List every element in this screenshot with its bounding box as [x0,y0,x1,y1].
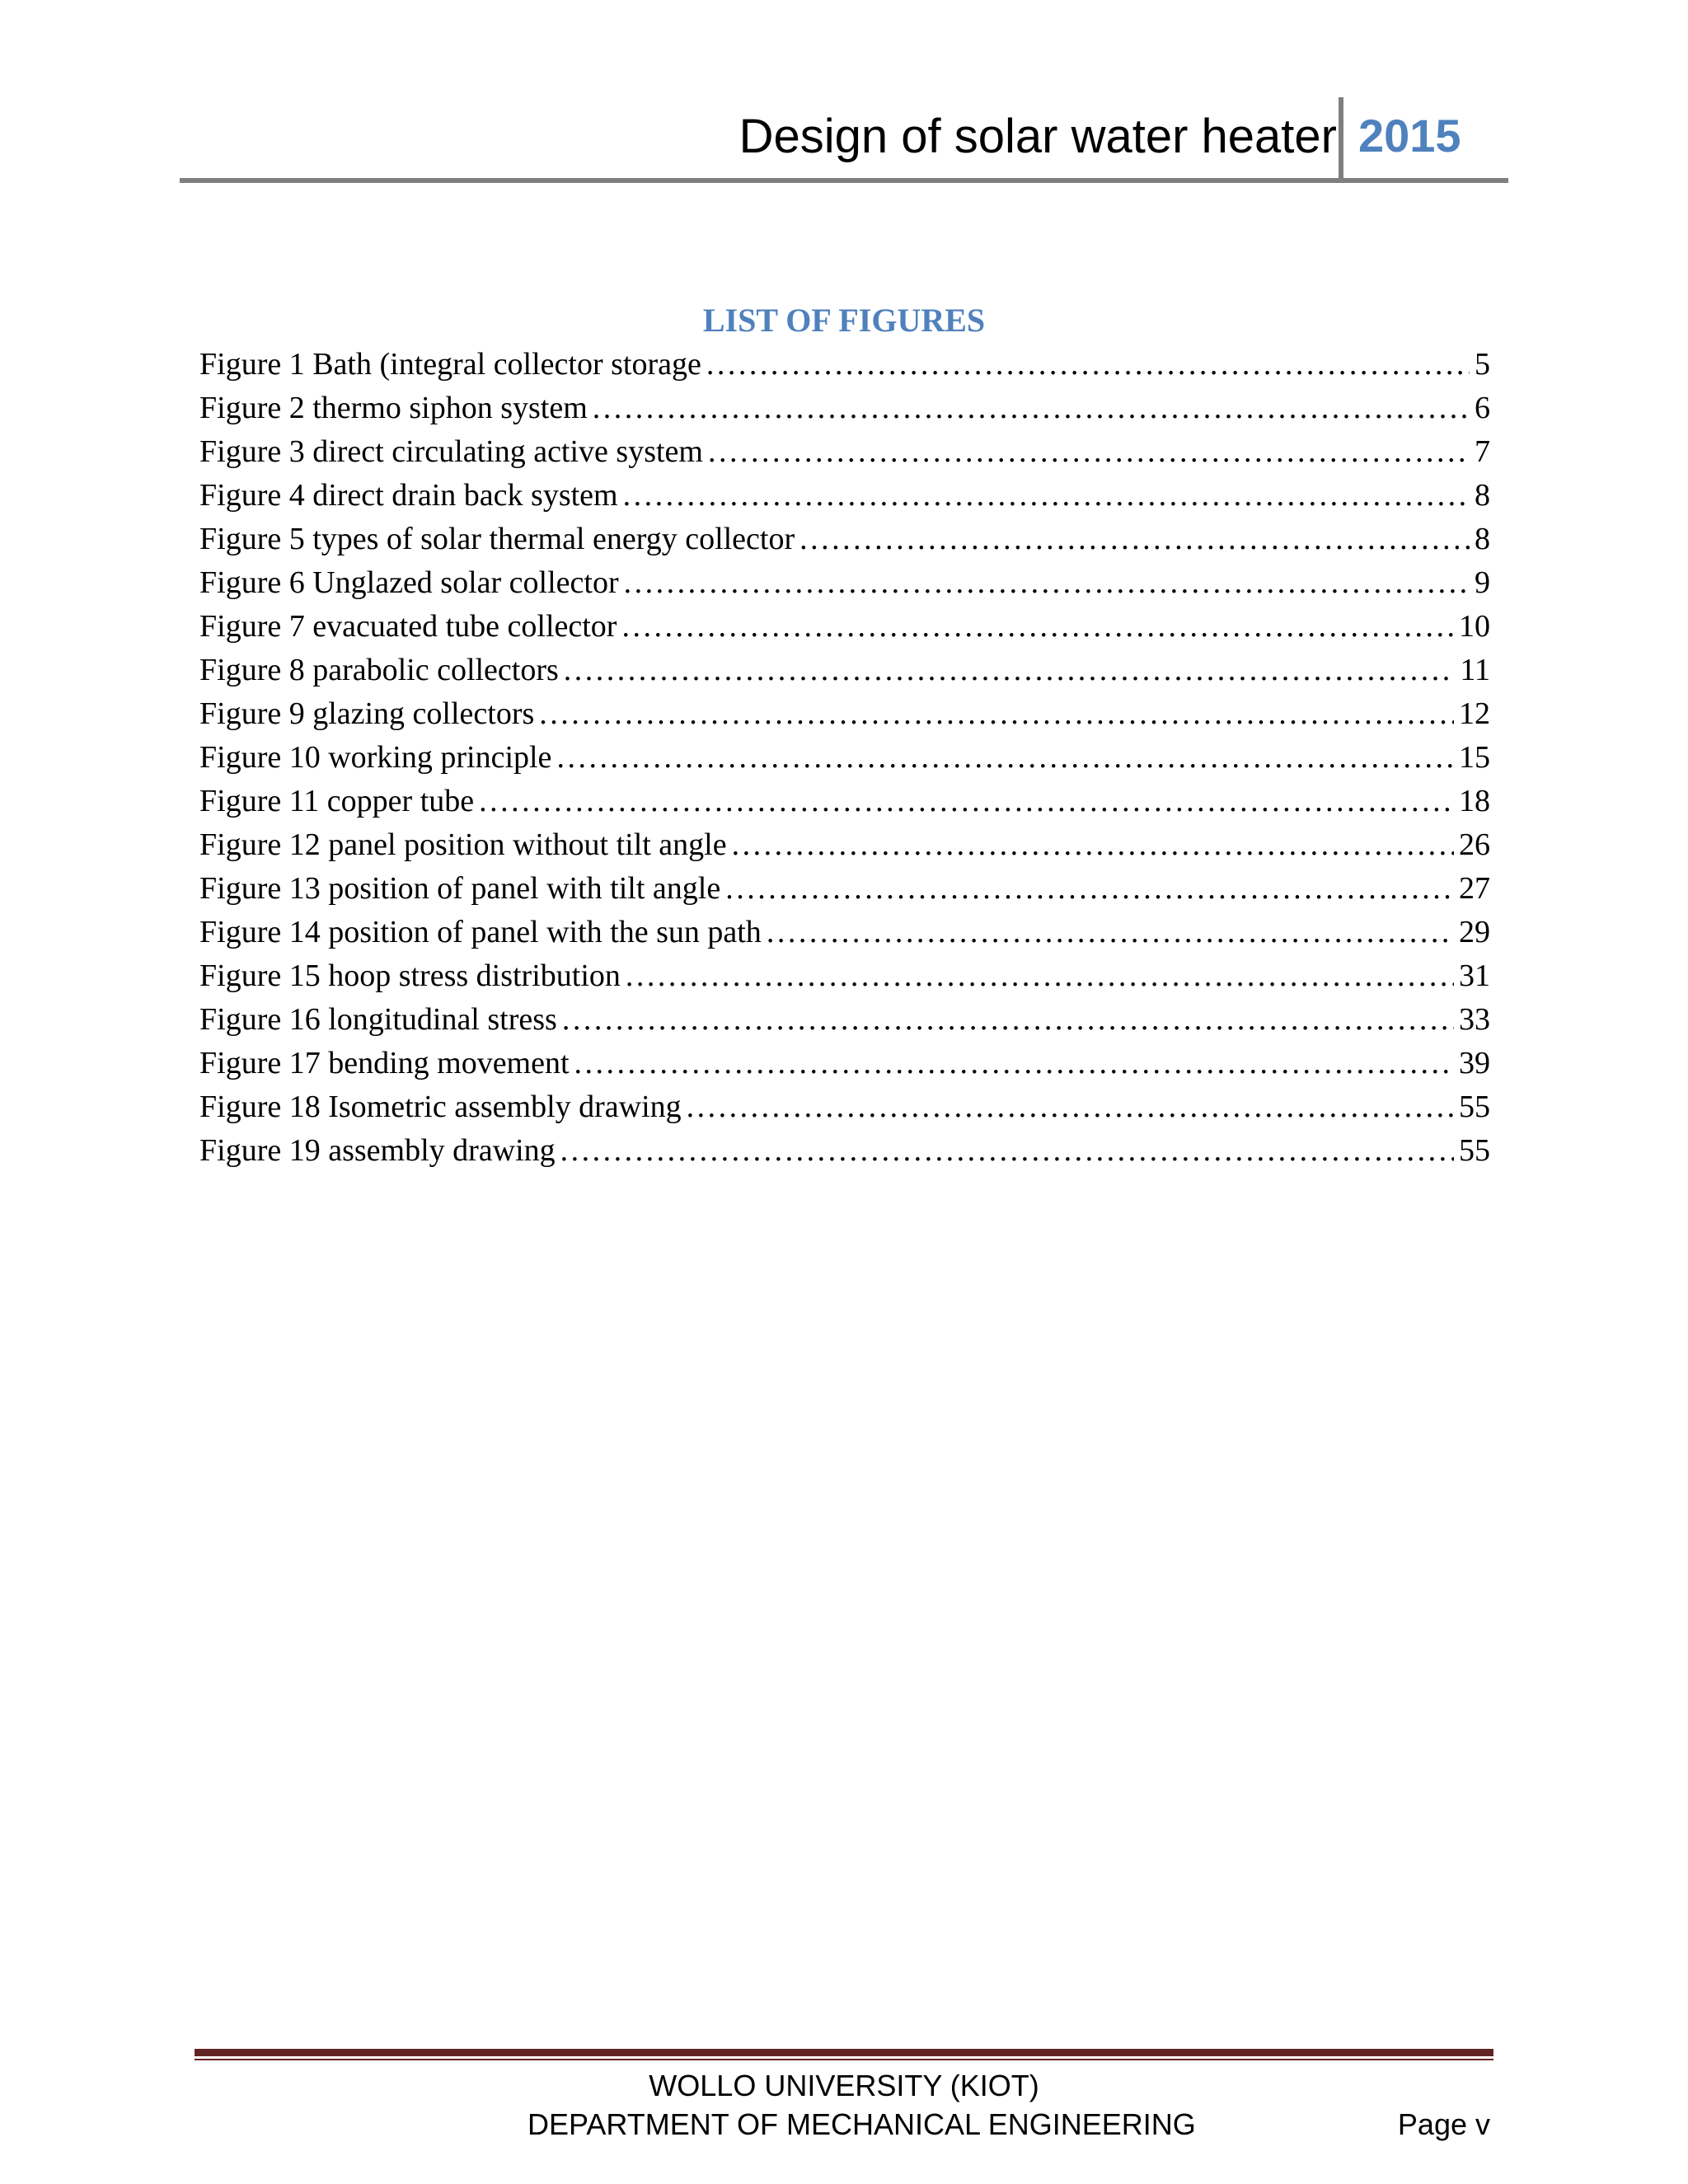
dot-leader [687,1085,1454,1129]
dot-leader [539,692,1454,736]
dot-leader [623,474,1470,518]
figure-entry-title: Figure 14 position of panel with the sun path [199,915,762,949]
figure-entry-title: Figure 3 direct circulating active system [199,434,703,469]
figure-entry-title: Figure 16 longitudinal stress [199,1002,557,1037]
figure-entry[interactable] [199,1042,1490,1085]
figure-entry-title: Figure 13 position of panel with tilt angle [199,871,721,906]
dot-leader [708,430,1470,474]
dot-leader [562,998,1454,1042]
dot-leader [706,343,1470,387]
figure-entry-page: 29 [1459,915,1490,949]
header-title: Design of solar water heater [738,110,1337,163]
figure-entry-title: Figure 8 parabolic collectors [199,653,559,687]
figure-entry-page: 11 [1460,653,1490,687]
figure-entry[interactable] [199,518,1490,561]
figure-entry-page: 31 [1459,958,1490,993]
figure-entry[interactable] [199,736,1490,780]
figure-entry[interactable] [199,1085,1490,1129]
figure-entry-title: Figure 15 hoop stress distribution [199,958,621,993]
figure-entry-page: 6 [1475,391,1490,425]
dot-leader [799,518,1470,561]
figure-entry-title: Figure 18 Isometric assembly drawing [199,1090,682,1124]
figure-entry[interactable] [199,605,1490,649]
dot-leader [479,780,1454,823]
figure-entry-title: Figure 1 Bath (integral collector storage [199,347,701,382]
figure-entry[interactable] [199,998,1490,1042]
figure-entry[interactable] [199,343,1490,387]
dot-leader [564,649,1456,692]
dot-leader [626,954,1454,998]
figure-entry[interactable] [199,867,1490,911]
figure-entry-title: Figure 12 panel position without tilt angle [199,827,727,862]
figure-entry-page: 8 [1475,522,1490,556]
footer-page-number: Page v [1397,2107,1490,2141]
footer-department: DEPARTMENT OF MECHANICAL ENGINEERING [528,2107,1196,2141]
dot-leader [574,1042,1454,1085]
figure-entry-title: Figure 2 thermo siphon system [199,391,588,425]
figure-entry[interactable] [199,823,1490,867]
figure-entry-title: Figure 6 Unglazed solar collector [199,565,619,600]
dot-leader [556,736,1454,780]
dot-leader [621,605,1454,649]
list-of-figures [199,343,1490,1173]
figure-entry[interactable] [199,474,1490,518]
figure-entry-title: Figure 7 evacuated tube collector [199,609,617,644]
figure-entry[interactable] [199,430,1490,474]
figure-entry-page: 55 [1459,1133,1490,1168]
figure-entry[interactable] [199,780,1490,823]
footer-university: WOLLO UNIVERSITY (KIOT) [649,2069,1039,2102]
dot-leader [725,867,1454,911]
figure-entry[interactable] [199,387,1490,430]
page-header [180,97,1508,183]
header-rule [180,178,1508,183]
figure-entry-page: 39 [1459,1046,1490,1080]
figure-entry-title: Figure 11 copper tube [199,784,475,818]
figure-entry[interactable] [199,649,1490,692]
figure-entry[interactable] [199,692,1490,736]
figure-entry-title: Figure 19 assembly drawing [199,1133,556,1168]
list-of-figures-heading: LIST OF FIGURES [702,302,986,339]
figure-entry-title: Figure 4 direct drain back system [199,478,618,513]
footer-rule [195,2049,1493,2056]
figure-entry-page: 18 [1459,784,1490,818]
figure-entry-page: 5 [1475,347,1490,382]
dot-leader [624,561,1470,605]
figure-entry-title: Figure 10 working principle [199,740,552,775]
dot-leader [593,387,1470,430]
dot-leader [732,823,1454,867]
figure-entry[interactable] [199,1129,1490,1173]
figure-entry-page: 15 [1459,740,1490,775]
figure-entry-page: 10 [1459,609,1490,644]
figure-entry-title: Figure 9 glazing collectors [199,696,535,731]
figure-entry-page: 27 [1459,871,1490,906]
figure-entry-page: 33 [1459,1002,1490,1037]
figure-entry[interactable] [199,954,1490,998]
figure-entry-page: 9 [1475,565,1490,600]
dot-leader [560,1129,1454,1173]
figure-entry[interactable] [199,911,1490,954]
footer-rule-thin [195,2059,1493,2060]
figure-entry-page: 8 [1475,478,1490,513]
figure-entry-title: Figure 17 bending movement [199,1046,570,1080]
figure-entry[interactable] [199,561,1490,605]
figure-entry-page: 12 [1459,696,1490,731]
header-divider [1339,97,1343,180]
dot-leader [767,911,1454,954]
figure-entry-page: 26 [1459,827,1490,862]
figure-entry-page: 55 [1459,1090,1490,1124]
figure-entry-page: 7 [1475,434,1490,469]
figure-entry-title: Figure 5 types of solar thermal energy collector [199,522,795,556]
header-year: 2015 [1358,110,1461,162]
